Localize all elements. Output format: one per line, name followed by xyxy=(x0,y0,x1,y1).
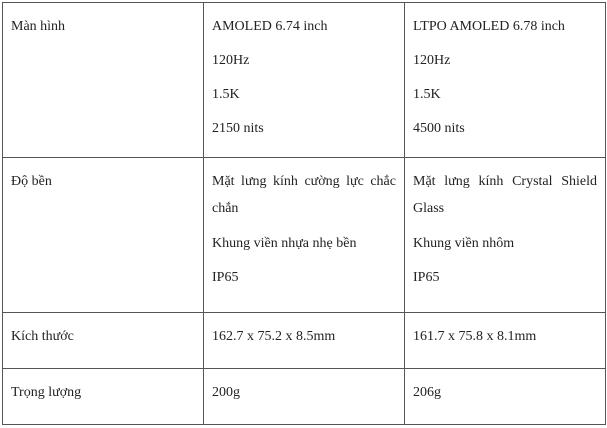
spec-cell-col2 xyxy=(405,3,606,158)
spec-cell-col2 xyxy=(405,158,606,313)
spec-line: 200g xyxy=(212,385,240,400)
table-row-display xyxy=(3,3,606,158)
spec-line: 2150 nits xyxy=(212,121,264,136)
spec-line: Mặt lưng kính cường lực chắc chắn xyxy=(212,174,396,216)
spec-comparison-table xyxy=(2,2,606,425)
spec-line: 1.5K xyxy=(413,87,441,102)
spec-line: LTPO AMOLED 6.78 inch xyxy=(413,19,565,34)
spec-line: 162.7 x 75.2 x 8.5mm xyxy=(212,329,336,344)
spec-line: 206g xyxy=(413,385,441,400)
spec-cell-col1 xyxy=(204,3,405,158)
row-label-cell xyxy=(3,369,204,425)
spec-cell-col2 xyxy=(405,313,606,369)
row-label-cell xyxy=(3,3,204,158)
spec-line: 120Hz xyxy=(212,53,250,68)
spec-cell-col1 xyxy=(204,313,405,369)
spec-cell-col1 xyxy=(204,158,405,313)
spec-line: 4500 nits xyxy=(413,121,465,136)
row-label-cell xyxy=(3,313,204,369)
table-row-durability xyxy=(3,158,606,313)
row-label: Màn hình xyxy=(11,19,66,34)
spec-line: Khung viền nhôm xyxy=(413,236,515,251)
spec-line: IP65 xyxy=(413,270,440,285)
row-label-cell xyxy=(3,158,204,313)
row-label: Trọng lượng xyxy=(11,385,82,400)
row-label: Kích thước xyxy=(11,329,74,344)
spec-cell-col2 xyxy=(405,369,606,425)
spec-line: 1.5K xyxy=(212,87,240,102)
table-row-dimensions xyxy=(3,313,606,369)
spec-line: 120Hz xyxy=(413,53,451,68)
spec-line: Khung viền nhựa nhẹ bền xyxy=(212,236,357,251)
row-label: Độ bền xyxy=(11,174,52,189)
spec-line: 161.7 x 75.8 x 8.1mm xyxy=(413,329,537,344)
spec-line: Mặt lưng kính Crystal Shield Glass xyxy=(413,174,597,216)
spec-line: AMOLED 6.74 inch xyxy=(212,19,328,34)
table-row-weight xyxy=(3,369,606,425)
spec-cell-col1 xyxy=(204,369,405,425)
spec-line: IP65 xyxy=(212,270,239,285)
